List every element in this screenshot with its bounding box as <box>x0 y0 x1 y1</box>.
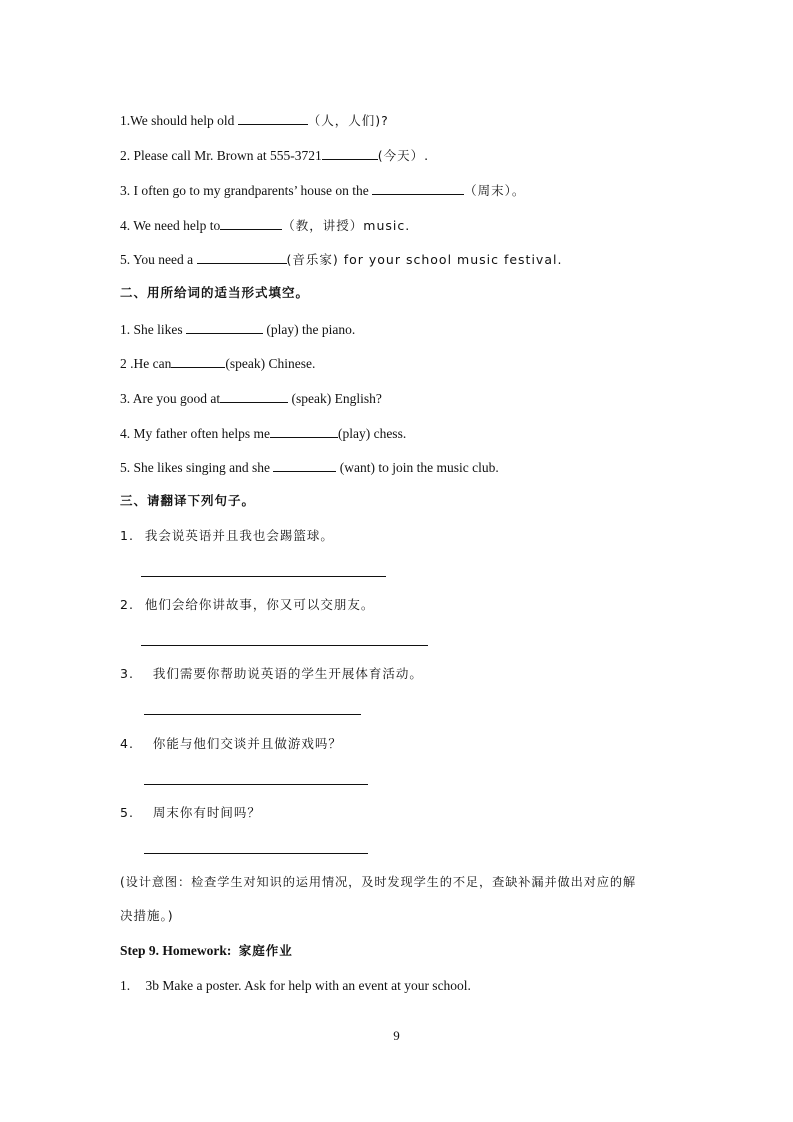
exercise-item <box>120 145 429 165</box>
item-text: 3. I often go to my grandparents’ house on the <box>120 183 373 198</box>
item-hint: （教，讲授）music. <box>282 218 411 233</box>
item-suffix: (speak) Chinese. <box>225 356 316 371</box>
answer-line[interactable] <box>144 853 368 854</box>
translation-item <box>120 596 374 614</box>
item-number: 3. <box>120 666 134 681</box>
item-hint: （周末）。 <box>464 183 526 198</box>
item-suffix: (play) chess. <box>337 426 407 441</box>
item-suffix: (play) the piano. <box>263 322 356 337</box>
item-hint: (音乐家) for your school music festival. <box>286 252 563 267</box>
exercise-item <box>120 180 525 200</box>
answer-line[interactable] <box>141 576 386 577</box>
item-number: 4. <box>120 736 134 751</box>
fill-blank[interactable] <box>186 319 263 334</box>
answer-line[interactable] <box>144 714 361 715</box>
answer-line[interactable] <box>144 784 368 785</box>
page-number: 9 <box>393 1028 400 1043</box>
item-number: 1. <box>120 978 131 993</box>
item-text: 你能与他们交谈并且做游戏吗？ <box>152 736 342 751</box>
fill-blank[interactable] <box>220 388 288 403</box>
item-text: 周末你有时间吗？ <box>152 805 261 820</box>
item-text: 3. Are you good at <box>120 391 221 406</box>
item-suffix: (speak) English? <box>288 391 382 406</box>
item-text: 我会说英语并且我也会踢篮球。 <box>144 528 334 543</box>
section-heading: 二、用所给词的适当形式填空。 <box>120 285 310 300</box>
fill-blank[interactable] <box>372 180 464 195</box>
exercise-item <box>120 215 410 235</box>
fill-blank[interactable] <box>270 423 338 438</box>
fill-blank[interactable] <box>322 145 378 160</box>
design-note-line: (设计意图：检查学生对知识的运用情况，及时发现学生的不足，查缺补漏并做出对应的解 <box>120 875 637 889</box>
exercise-item <box>120 249 562 269</box>
item-text: 4. We need help to <box>120 218 221 233</box>
item-text: 1.We should help old <box>120 113 238 128</box>
item-number: 1. <box>120 528 134 543</box>
item-text: 5. She likes singing and she <box>120 460 274 475</box>
section-heading: 三、请翻译下列句子。 <box>120 493 256 508</box>
exercise-item <box>120 388 382 408</box>
fill-blank[interactable] <box>273 457 336 472</box>
item-text: 5. You need a <box>120 252 197 267</box>
fill-blank[interactable] <box>238 110 308 125</box>
fill-blank[interactable] <box>171 353 225 368</box>
fill-blank[interactable] <box>197 249 287 264</box>
exercise-item <box>120 457 499 477</box>
exercise-item <box>120 423 406 443</box>
exercise-item <box>120 353 315 373</box>
item-text: 3b Make a poster. Ask for help with an event at your school. <box>145 978 471 993</box>
translation-item <box>120 804 261 822</box>
answer-line[interactable] <box>141 645 428 646</box>
homework-heading-en: Step 9. Homework: <box>120 943 232 958</box>
homework-heading <box>120 942 293 960</box>
translation-item <box>120 665 423 683</box>
item-text: 2. Please call Mr. Brown at 555-3721 <box>120 148 322 163</box>
item-text: 4. My father often helps me <box>120 426 270 441</box>
homework-heading-cn: 家庭作业 <box>238 943 293 958</box>
item-text: 1. She likes <box>120 322 186 337</box>
item-number: 2. <box>120 597 134 612</box>
item-text: 我们需要你帮助说英语的学生开展体育活动。 <box>152 666 423 681</box>
translation-item <box>120 735 342 753</box>
fill-blank[interactable] <box>220 215 282 230</box>
item-text: 他们会给你讲故事，你又可以交朋友。 <box>144 597 375 612</box>
item-text: 2 .He can <box>120 356 172 371</box>
translation-item <box>120 527 334 545</box>
item-suffix: (want) to join the music club. <box>336 460 499 475</box>
item-number: 5. <box>120 805 134 820</box>
design-note-line: 决措施。) <box>120 908 174 923</box>
homework-item <box>120 977 471 995</box>
item-hint: (今天）. <box>377 148 430 163</box>
item-hint: （人，人们)? <box>307 113 389 128</box>
exercise-item <box>120 319 355 339</box>
exercise-item <box>120 110 389 130</box>
